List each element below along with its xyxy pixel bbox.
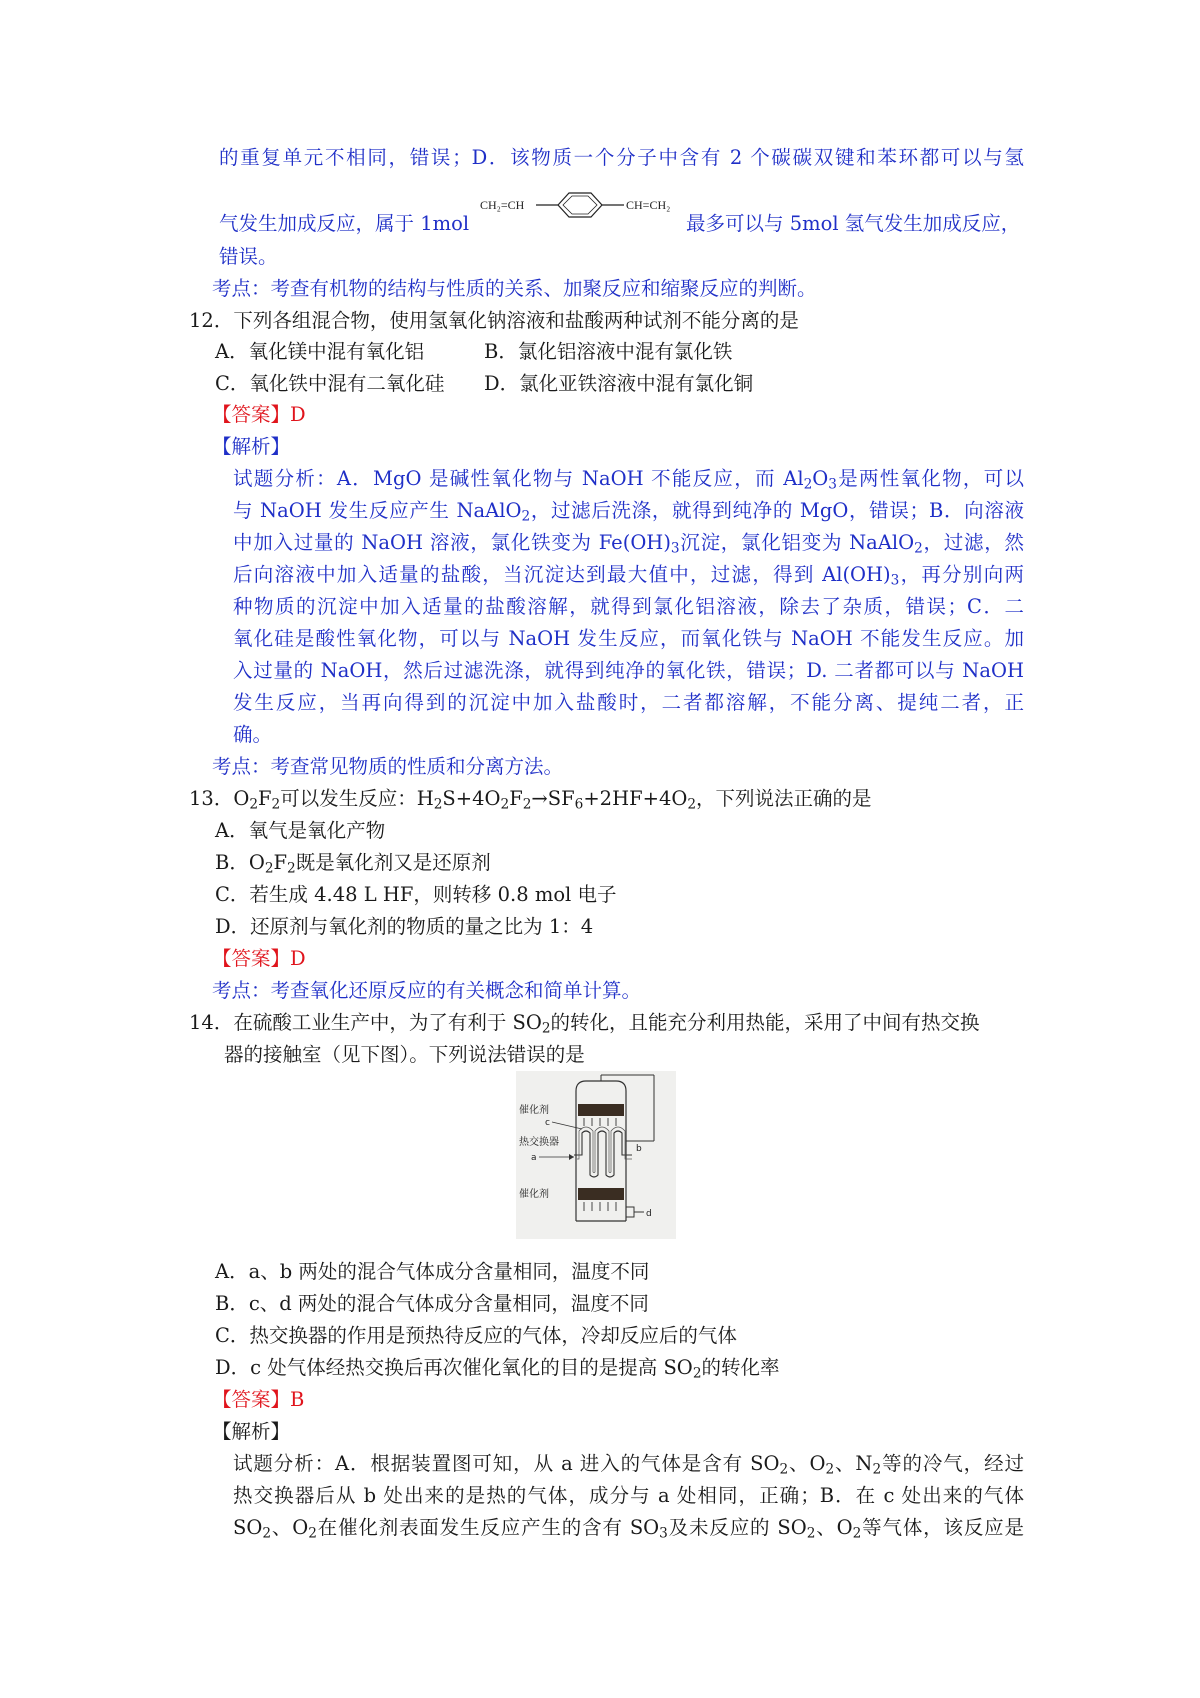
fig-label-catalyst-2: 催化剂 (519, 1189, 549, 1200)
q12-kaodian: 考点：考查常见物质的性质和分离方法。 (212, 755, 564, 778)
fig-label-b: b (636, 1144, 642, 1154)
q14-option-b: B．c、d 两处的混合气体成分含量相同，温度不同 (215, 1292, 649, 1315)
fig-label-c: c (545, 1118, 550, 1128)
divinylbenzene-structure-figure (478, 189, 682, 235)
q14-analysis-tag: 【解析】 (212, 1420, 291, 1443)
fig-label-a: a (531, 1153, 537, 1163)
q12-analysis-line-9: 确。 (233, 723, 273, 746)
q13-option-c: C．若生成 4.48 L HF，则转移 0.8 mol 电子 (215, 883, 617, 906)
q13-answer (212, 944, 306, 974)
q14-analysis-line-2: 热交换器后从 b 处出来的是热的气体，成分与 a 处相同，正确；B．在 c 处出来的气体 (233, 1484, 1024, 1507)
answer-tag: 【答案】 (212, 1388, 291, 1411)
q13-option-d: D．还原剂与氧化剂的物质的量之比为 1：4 (215, 915, 594, 938)
q14-stem-line-2: 器的接触室（见下图）。下列说法错误的是 (224, 1043, 585, 1066)
q13-option-a: A．氧气是氧化产物 (215, 819, 386, 842)
q12-analysis-line-5: 种物质的沉淀中加入适量的盐酸溶解，就得到氯化铝溶液，除去了杂质，错误；C．二 (233, 595, 1024, 618)
contact-chamber-figure (516, 1071, 676, 1239)
fig-label-catalyst-1: 催化剂 (519, 1105, 549, 1116)
q14-analysis-line-1: 试题分析：A．根据装置图可知，从 a 进入的气体是含有 $SO_2$、$O_2$、$N_2$等的冷气，经过 (233, 1452, 1024, 1478)
answer-value: D (290, 947, 306, 970)
q12-option-d: D．氯化亚铁溶液中混有氯化铜 (484, 372, 754, 395)
fig-label-heat-exchanger: 热交换器 (519, 1137, 559, 1148)
fig-label-d: d (646, 1209, 652, 1219)
mol-right-group: CH=CH₂ (626, 198, 671, 212)
q12-option-c: C．氧化铁中混有二氧化硅 (215, 372, 445, 395)
q14-answer (212, 1385, 304, 1415)
q12-stem: 12．下列各组混合物，使用氢氧化钠溶液和盐酸两种试剂不能分离的是 (189, 309, 799, 332)
q13-kaodian: 考点：考查氧化还原反应的有关概念和简单计算。 (212, 979, 642, 1002)
q14-option-d: D．c 处气体经热交换后再次催化氧化的目的是提高 $SO_2$的转化率 (215, 1356, 780, 1382)
answer-tag: 【答案】 (212, 947, 291, 970)
q14-option-a: A．a、b 两处的混合气体成分含量相同，温度不同 (215, 1260, 650, 1283)
q12-analysis-line-3: 中加入过量的 NaOH 溶液，氯化铁变为 $Fe(OH)_3$沉淀，氯化铝变为 NaAlO$_2$，过滤，然 (233, 531, 1024, 557)
q12-option-a: A．氧化镁中混有氧化铝 (215, 340, 425, 363)
q12-analysis-line-6: 氧化硅是酸性氧化物，可以与 NaOH 发生反应，而氧化铁与 NaOH 不能发生反应。加 (233, 627, 1024, 650)
q12-answer (212, 400, 306, 430)
mol-left-group: CH₂=CH (480, 198, 525, 212)
q14-stem-line-1: 14．在硫酸工业生产中，为了有利于 $SO_2$的转化，且能充分利用热能，采用了中间有热交换 (189, 1011, 980, 1037)
prev-analysis-line-1: 的重复单元不相同，错误；D．该物质一个分子中含有 2 个碳碳双键和苯环都可以与氢 (219, 146, 1024, 169)
q12-analysis-line-7: 入过量的 NaOH，然后过滤洗涤，就得到纯净的氧化铁，错误；D. 二者都可以与 NaOH (233, 659, 1024, 682)
prev-analysis-line-2b: 最多可以与 5mol 氢气发生加成反应， (686, 212, 1021, 235)
answer-value: B (290, 1388, 305, 1411)
answer-value: D (290, 403, 306, 426)
q13-stem: 13．$O_2F_2$可以发生反应：$H_2S+4O_2F_2\to SF_6+2HF+4O_2$，下列说法正确的是 (189, 787, 872, 813)
q14-analysis-line-3: $SO_2$、$O_2$在催化剂表面发生反应产生的含有 $SO_3$及未反应的 $SO_2$、$O_2$等气体，该反应是 (233, 1516, 1025, 1542)
q12-analysis-line-8: 发生反应，当再向得到的沉淀中加入盐酸时，二者都溶解，不能分离、提纯二者，正 (233, 691, 1024, 714)
q14-option-c: C．热交换器的作用是预热待反应的气体，冷却反应后的气体 (215, 1324, 737, 1347)
prev-analysis-line-3: 错误。 (219, 245, 278, 268)
prev-analysis-line-2a: 气发生加成反应，属于 1mol (219, 212, 470, 235)
q12-analysis-line-2: 与 NaOH 发生反应产生 NaAlO$_2$，过滤后洗涤，就得到纯净的 MgO，错误；B．向溶液 (233, 499, 1024, 525)
answer-tag: 【答案】 (212, 403, 291, 426)
prev-kaodian: 考点：考查有机物的结构与性质的关系、加聚反应和缩聚反应的判断。 (212, 277, 817, 300)
q13-option-b: B．$O_2F_2$既是氧化剂又是还原剂 (215, 851, 491, 877)
q12-option-b: B．氯化铝溶液中混有氯化铁 (484, 340, 733, 363)
q12-analysis-line-1: 试题分析：A．MgO 是碱性氧化物与 NaOH 不能反应，而 $Al_2O_3$是两性氧化物，可以 (233, 467, 1024, 493)
q12-analysis-line-4: 后向溶液中加入适量的盐酸，当沉淀达到最大值中，过滤，得到 $Al(OH)_3$，再分别向两 (233, 563, 1024, 589)
q12-analysis-tag: 【解析】 (212, 435, 291, 458)
